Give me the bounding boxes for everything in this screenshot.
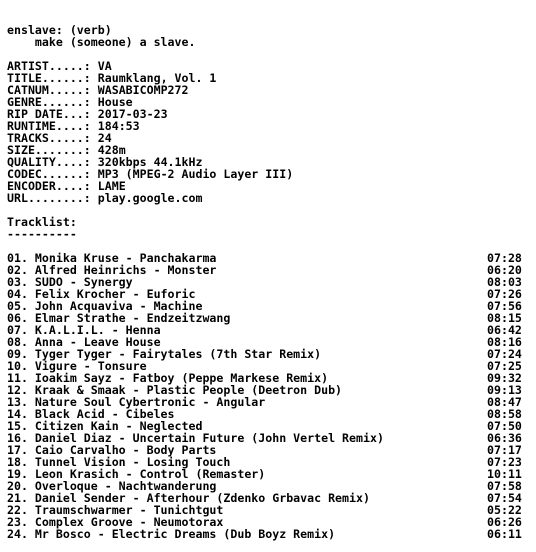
track-duration: 10:11 [487, 467, 522, 481]
track-duration: 07:50 [487, 419, 522, 433]
track-label: 18. Tunnel Vision - Losing Touch [7, 455, 231, 469]
info-key: GENRE...... [7, 95, 84, 109]
info-separator: : [83, 155, 98, 169]
track-label: 21. Daniel Sender - Afterhour (Zdenko Grbavac Remix) [7, 491, 370, 505]
track-duration: 08:47 [487, 395, 522, 409]
spacer [7, 204, 531, 216]
track-label: 03. SUDO - Synergy [7, 275, 133, 289]
track-label: 15. Citizen Kain - Neglected [7, 419, 203, 433]
track-label: 08. Anna - Leave House [7, 335, 161, 349]
tracklist-rule: ---------- [7, 227, 77, 241]
track-label: 12. Kraak & Smaak - Plastic People (Deetron Dub) [7, 383, 343, 397]
track-duration: 06:26 [487, 515, 522, 529]
track-label: 20. Overloque - Nachtwanderung [7, 479, 217, 493]
info-value: Raumklang, Vol. 1 [97, 71, 217, 85]
info-key: ENCODER.... [7, 179, 84, 193]
track-duration: 08:58 [487, 407, 522, 421]
definition-headword: enslave: (verb) [7, 23, 112, 37]
info-separator: : [83, 131, 98, 145]
info-key: RUNTIME.... [7, 119, 84, 133]
track-label: 17. Caio Carvalho - Body Parts [7, 443, 217, 457]
release-info [7, 60, 531, 204]
info-value: WASABICOMP272 [97, 83, 189, 97]
info-value: 320kbps 44.1kHz [97, 155, 203, 169]
tracklist-title: Tracklist: [7, 215, 77, 229]
track-label: 06. Elmar Strathe - Endzeitzwang [7, 311, 231, 325]
info-separator: : [83, 119, 98, 133]
info-value: 2017-03-23 [97, 107, 168, 121]
info-separator: : [83, 107, 98, 121]
track-duration: 08:15 [487, 311, 522, 325]
info-separator: : [83, 83, 98, 97]
track-label: 07. K.A.L.I.L. - Henna [7, 323, 161, 337]
info-key: TRACKS..... [7, 131, 84, 145]
track-duration: 06:11 [487, 527, 522, 541]
track-row [7, 528, 531, 540]
track-duration: 07:24 [487, 347, 522, 361]
track-label: 02. Alfred Heinrichs - Monster [7, 263, 217, 277]
info-separator: : [83, 95, 98, 109]
track-duration: 07:23 [487, 455, 522, 469]
info-value: 24 [97, 131, 112, 145]
track-label: 22. Traumschwarmer - Tunichtgut [7, 503, 224, 517]
track-duration: 06:42 [487, 323, 522, 337]
track-duration: 07:28 [487, 251, 522, 265]
info-value: 184:53 [97, 119, 140, 133]
info-value: LAME [97, 179, 126, 193]
track-label: 01. Monika Kruse - Panchakarma [7, 251, 217, 265]
track-duration: 07:54 [487, 491, 522, 505]
info-key: URL........ [7, 191, 84, 205]
info-key: TITLE...... [7, 71, 84, 85]
track-label: 05. John Acquaviva - Machine [7, 299, 203, 313]
track-duration: 05:22 [487, 503, 522, 517]
info-value: VA [97, 59, 112, 73]
info-value: play.google.com [97, 191, 203, 205]
info-value: House [97, 95, 133, 109]
track-label: 13. Nature Soul Cybertronic - Angular [7, 395, 266, 409]
info-key: ARTIST..... [7, 59, 84, 73]
track-label: 10. Vigure - Tonsure [7, 359, 147, 373]
info-separator: : [83, 191, 98, 205]
info-separator: : [83, 71, 98, 85]
info-row [7, 192, 531, 204]
track-duration: 07:26 [487, 287, 522, 301]
info-value: MP3 (MPEG-2 Audio Layer III) [97, 167, 294, 181]
info-separator: : [83, 143, 98, 157]
track-duration: 07:56 [487, 299, 522, 313]
definition-meaning: make (someone) a slave. [7, 35, 196, 49]
track-duration: 06:20 [487, 263, 522, 277]
track-label: 09. Tyger Tyger - Fairytales (7th Star Remix) [7, 347, 322, 361]
track-duration: 09:13 [487, 383, 522, 397]
track-label: 24. Mr Bosco - Electric Dreams (Dub Boyz Remix) [7, 527, 336, 541]
track-label: 04. Felix Krocher - Euforic [7, 287, 196, 301]
info-key: QUALITY.... [7, 155, 84, 169]
info-key: CATNUM..... [7, 83, 84, 97]
track-duration: 08:16 [487, 335, 522, 349]
info-key: CODEC...... [7, 167, 84, 181]
info-key: RIP DATE... [7, 107, 84, 121]
track-label: 14. Black Acid - Cibeles [7, 407, 175, 421]
track-duration: 08:03 [487, 275, 522, 289]
track-duration: 07:17 [487, 443, 522, 457]
track-label: 11. Ioakim Sayz - Fatboy (Peppe Markese Remix) [7, 371, 329, 385]
track-label: 16. Daniel Diaz - Uncertain Future (John Vertel Remix) [7, 431, 384, 445]
tracklist [7, 252, 531, 540]
track-duration: 09:32 [487, 371, 522, 385]
track-duration: 07:58 [487, 479, 522, 493]
track-label: 23. Complex Groove - Neumotorax [7, 515, 224, 529]
track-duration: 07:25 [487, 359, 522, 373]
track-duration: 06:36 [487, 431, 522, 445]
info-separator: : [83, 167, 98, 181]
track-label: 19. Leon Krasich - Control (Remaster) [7, 467, 266, 481]
info-key: SIZE....... [7, 143, 84, 157]
info-separator: : [83, 59, 98, 73]
info-separator: : [83, 179, 98, 193]
nfo-document [7, 24, 531, 540]
info-value: 428m [97, 143, 126, 157]
